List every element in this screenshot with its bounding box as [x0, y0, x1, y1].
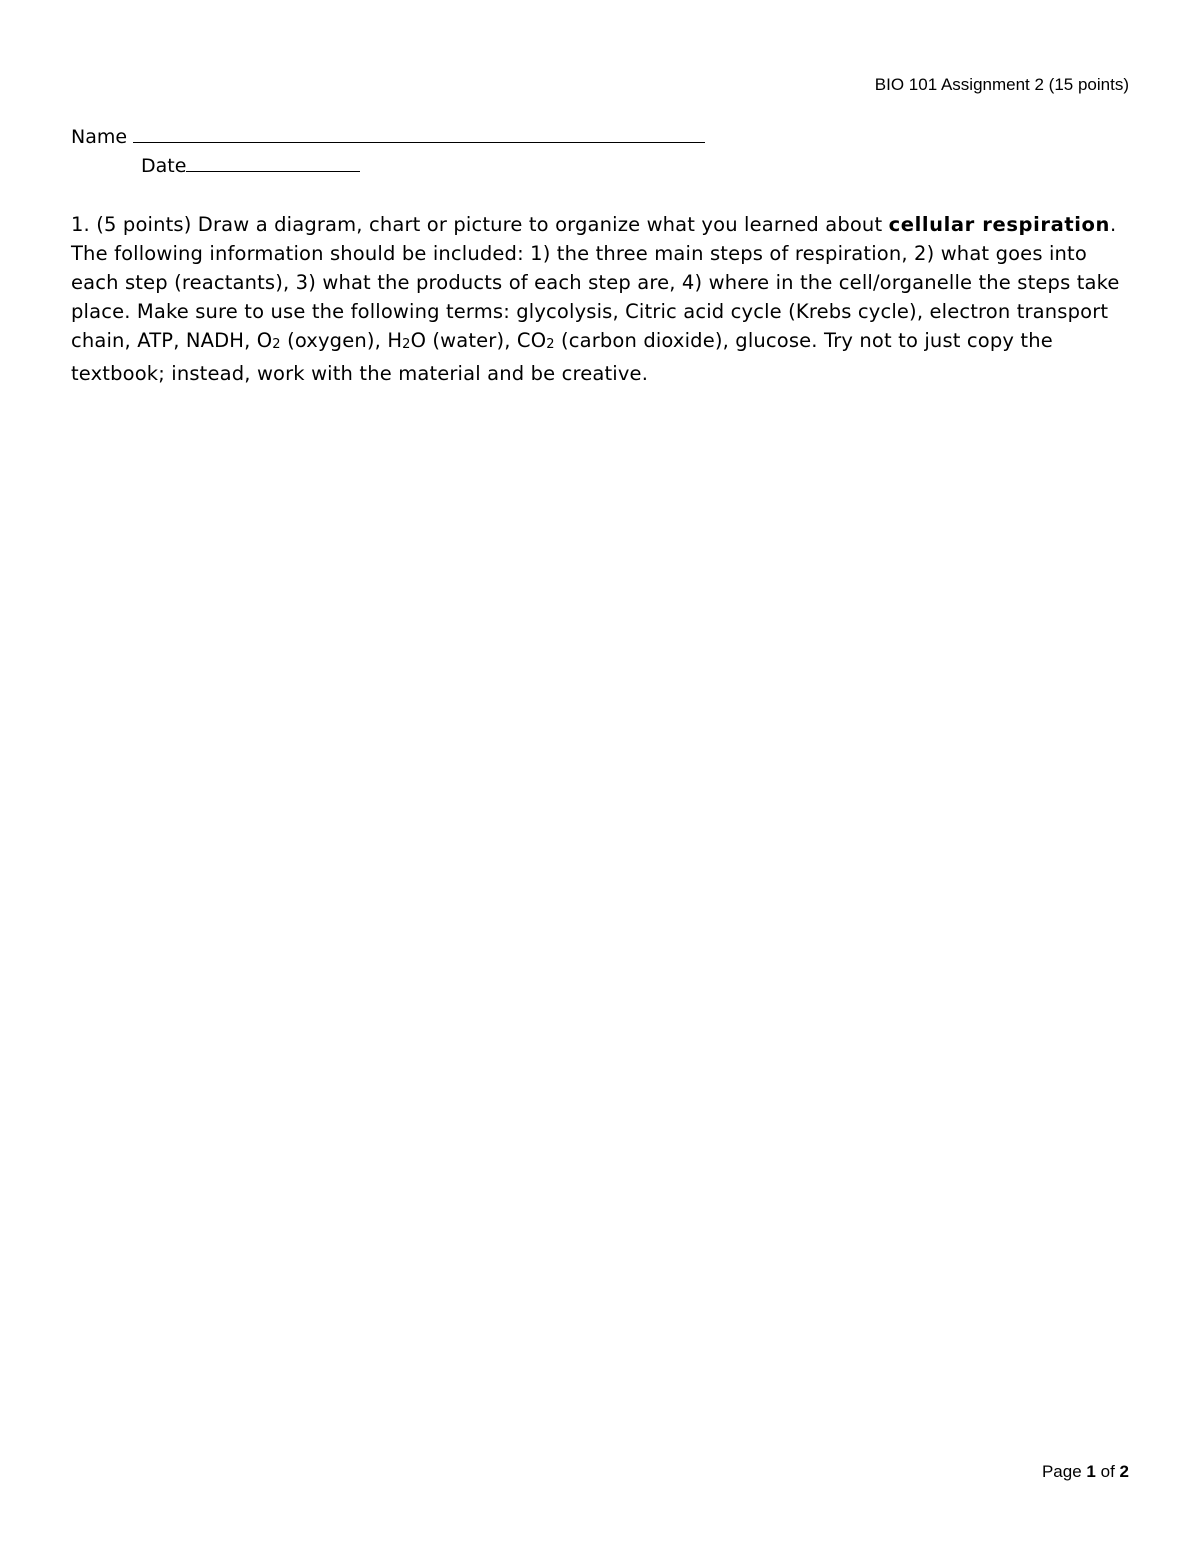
question-body-4: (carbon dioxide), glucose. Try not to just copy the textbook; instead, work with the material and be creative.: [71, 329, 1053, 385]
co2-subscript: 2: [546, 337, 555, 352]
date-label: Date: [141, 155, 187, 177]
name-field-row: [71, 124, 705, 149]
question-1: [71, 210, 1133, 388]
footer-page-total: 2: [1119, 1462, 1129, 1481]
date-blank-line: [186, 153, 360, 172]
page-footer: [1042, 1461, 1129, 1483]
footer-page-current: 1: [1086, 1462, 1096, 1481]
question-body-1: . The following information should be included: 1) the three main steps of respiration, 2) what goes into each step (reactants), 3) what the products of each step are, 4) where in the cell/organelle the steps take place. Make sure to use the following terms: glycolysis, Citric acid cycle (Krebs cycle), electron transport chain, ATP, NADH, O: [71, 213, 1120, 352]
footer-of-word: of: [1100, 1462, 1115, 1481]
water-subscript: 2: [402, 337, 411, 352]
footer-page-word: Page: [1041, 1462, 1082, 1481]
name-blank-line: [133, 124, 705, 143]
question-emphasis: cellular respiration: [888, 213, 1111, 236]
question-body-2: (oxygen), H: [280, 329, 403, 352]
question-lead: 1. (5 points) Draw a diagram, chart or picture to organize what you learned about: [71, 213, 889, 236]
oxygen-subscript: 2: [272, 337, 281, 352]
date-field-row: [141, 153, 360, 178]
page-header: BIO 101 Assignment 2 (15 points): [874, 75, 1129, 94]
name-label: Name: [71, 126, 128, 148]
question-body-3: O (water), CO: [410, 329, 547, 352]
